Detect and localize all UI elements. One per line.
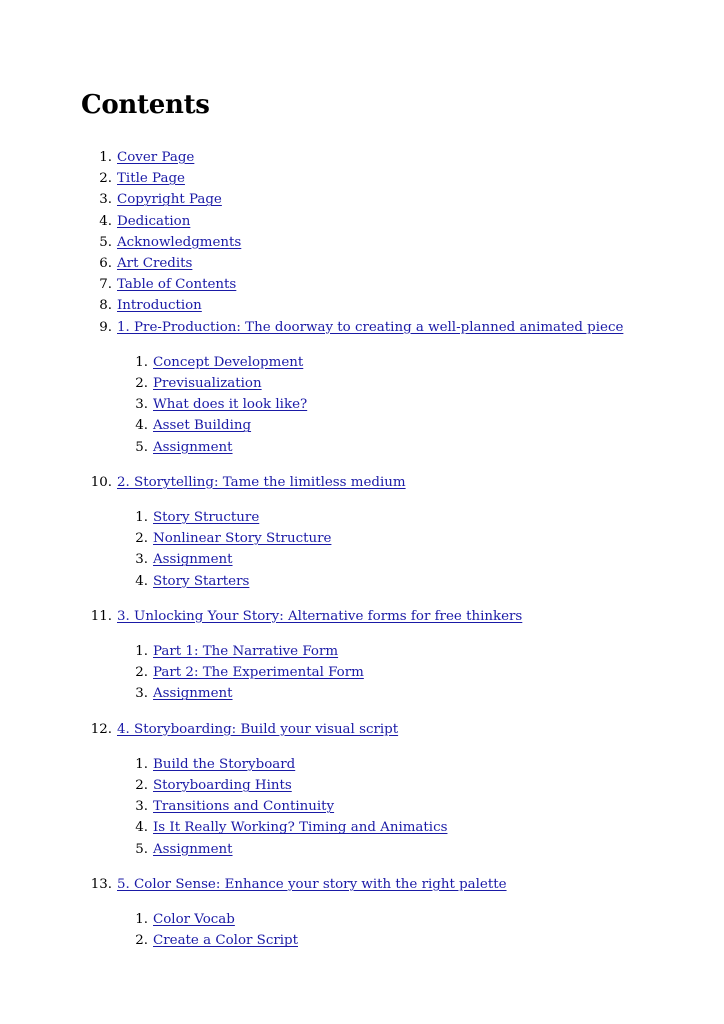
toc-item-number: 1. — [99, 150, 112, 165]
toc-item — [0, 606, 724, 627]
toc-sublink[interactable]: Assignment — [153, 686, 233, 702]
toc-subitem — [0, 817, 724, 838]
toc-sublist — [0, 909, 724, 951]
toc-link[interactable]: Acknowledgments — [117, 234, 242, 250]
toc-link[interactable]: Art Credits — [117, 256, 193, 272]
toc-sublink[interactable]: Is It Really Working? Timing and Animatics — [153, 820, 448, 836]
toc-subitem-number: 2. — [135, 376, 148, 392]
toc-sublink[interactable]: What does it look like? — [153, 397, 308, 413]
toc-item — [0, 874, 724, 895]
toc-sublink[interactable]: Part 1: The Narrative Form — [153, 644, 339, 660]
toc-sublink[interactable]: Color Vocab — [153, 912, 235, 928]
toc-link[interactable]: 1. Pre-Production: The doorway to creating a well-planned animated piece — [117, 319, 624, 335]
toc-sublink[interactable]: Storyboarding Hints — [153, 778, 292, 794]
toc-subitem-number: 3. — [135, 799, 148, 815]
toc-sublink[interactable]: Transitions and Continuity — [153, 799, 335, 815]
toc-sublist — [0, 352, 724, 458]
toc-subitem-number: 1. — [135, 510, 148, 526]
toc-subitem — [0, 839, 724, 860]
toc-subitem — [0, 909, 724, 930]
toc-subitem — [0, 394, 724, 415]
toc-sublink[interactable]: Create a Color Script — [153, 933, 298, 949]
toc-link[interactable]: Table of Contents — [117, 277, 237, 293]
toc-link[interactable]: 5. Color Sense: Enhance your story with the right palette — [117, 876, 507, 892]
toc-subitem — [0, 571, 724, 592]
toc-subitem-number: 2. — [135, 933, 148, 949]
toc-subitem — [0, 437, 724, 458]
page-title: Contents — [81, 90, 210, 120]
toc-subitem — [0, 683, 724, 704]
toc-subitem-number: 1. — [135, 756, 148, 772]
toc-item — [0, 211, 724, 232]
toc-sublink[interactable]: Build the Storyboard — [153, 756, 296, 772]
toc-item-number: 12. — [90, 721, 112, 737]
toc-subitem-number: 1. — [135, 644, 148, 660]
toc-subitem — [0, 641, 724, 662]
toc-subitem-number: 3. — [135, 397, 148, 413]
toc-subitem-number: 5. — [135, 439, 148, 455]
toc-item-number: 5. — [99, 234, 112, 250]
toc-subitem — [0, 507, 724, 528]
toc-link[interactable]: 4. Storyboarding: Build your visual script — [117, 721, 399, 737]
toc-subitem-number: 1. — [135, 354, 148, 370]
toc-subitem-number: 2. — [135, 778, 148, 794]
toc-item-number: 2. — [99, 171, 112, 187]
toc-item — [0, 147, 724, 168]
toc-item-number: 10. — [90, 474, 112, 490]
toc-item-number: 6. — [99, 256, 112, 272]
toc-link[interactable]: Title Page — [117, 171, 185, 187]
toc-item — [0, 274, 724, 295]
toc-subitem — [0, 775, 724, 796]
toc-link[interactable]: Cover Page — [117, 150, 195, 165]
toc-sublink[interactable]: Part 2: The Experimental Form — [153, 665, 364, 681]
toc-subitem-number: 4. — [135, 573, 148, 589]
toc-item — [0, 253, 724, 274]
toc-subitem-number: 3. — [135, 686, 148, 702]
toc-link[interactable]: 2. Storytelling: Tame the limitless medium — [117, 474, 406, 490]
toc-sublist — [0, 641, 724, 705]
toc-subitem — [0, 415, 724, 436]
toc-subitem-number: 3. — [135, 552, 148, 568]
toc-sublink[interactable]: Story Starters — [153, 573, 250, 589]
toc-item — [0, 232, 724, 253]
table-of-contents — [0, 147, 724, 966]
toc-sublink[interactable]: Nonlinear Story Structure — [153, 531, 332, 547]
toc-sublink[interactable]: Assignment — [153, 841, 233, 857]
toc-link[interactable]: 3. Unlocking Your Story: Alternative forms for free thinkers — [117, 608, 523, 624]
toc-sublink[interactable]: Assignment — [153, 552, 233, 568]
toc-item-number: 8. — [99, 298, 112, 314]
toc-sublink[interactable]: Previsualization — [153, 376, 262, 392]
toc-subitem — [0, 930, 724, 951]
toc-item — [0, 189, 724, 210]
toc-subitem — [0, 796, 724, 817]
toc-subitem — [0, 754, 724, 775]
toc-sublink[interactable]: Asset Building — [153, 418, 252, 434]
toc-sublist — [0, 507, 724, 592]
toc-subitem — [0, 528, 724, 549]
toc-item-number: 13. — [90, 876, 112, 892]
toc-subitem-number: 4. — [135, 418, 148, 434]
toc-subitem — [0, 549, 724, 570]
toc-item-number: 3. — [99, 192, 112, 208]
toc-subitem-number: 2. — [135, 665, 148, 681]
toc-item — [0, 295, 724, 316]
toc-item-number: 9. — [99, 319, 112, 335]
toc-subitem — [0, 662, 724, 683]
toc-subitem — [0, 373, 724, 394]
toc-sublink[interactable]: Concept Development — [153, 354, 304, 370]
toc-link[interactable]: Dedication — [117, 213, 191, 229]
toc-link[interactable]: Introduction — [117, 298, 202, 314]
toc-subitem-number: 2. — [135, 531, 148, 547]
toc-item — [0, 472, 724, 493]
toc-item — [0, 168, 724, 189]
toc-item-number: 11. — [90, 608, 112, 624]
toc-item-number: 4. — [99, 213, 112, 229]
toc-item — [0, 719, 724, 740]
toc-sublist — [0, 754, 724, 860]
toc-subitem-number: 1. — [135, 912, 148, 928]
toc-item-number: 7. — [99, 277, 112, 293]
toc-subitem-number: 4. — [135, 820, 148, 836]
toc-link[interactable]: Copyright Page — [117, 192, 222, 208]
toc-sublink[interactable]: Story Structure — [153, 510, 260, 526]
toc-sublink[interactable]: Assignment — [153, 439, 233, 455]
toc-item — [0, 317, 724, 338]
toc-subitem — [0, 352, 724, 373]
toc-subitem-number: 5. — [135, 841, 148, 857]
